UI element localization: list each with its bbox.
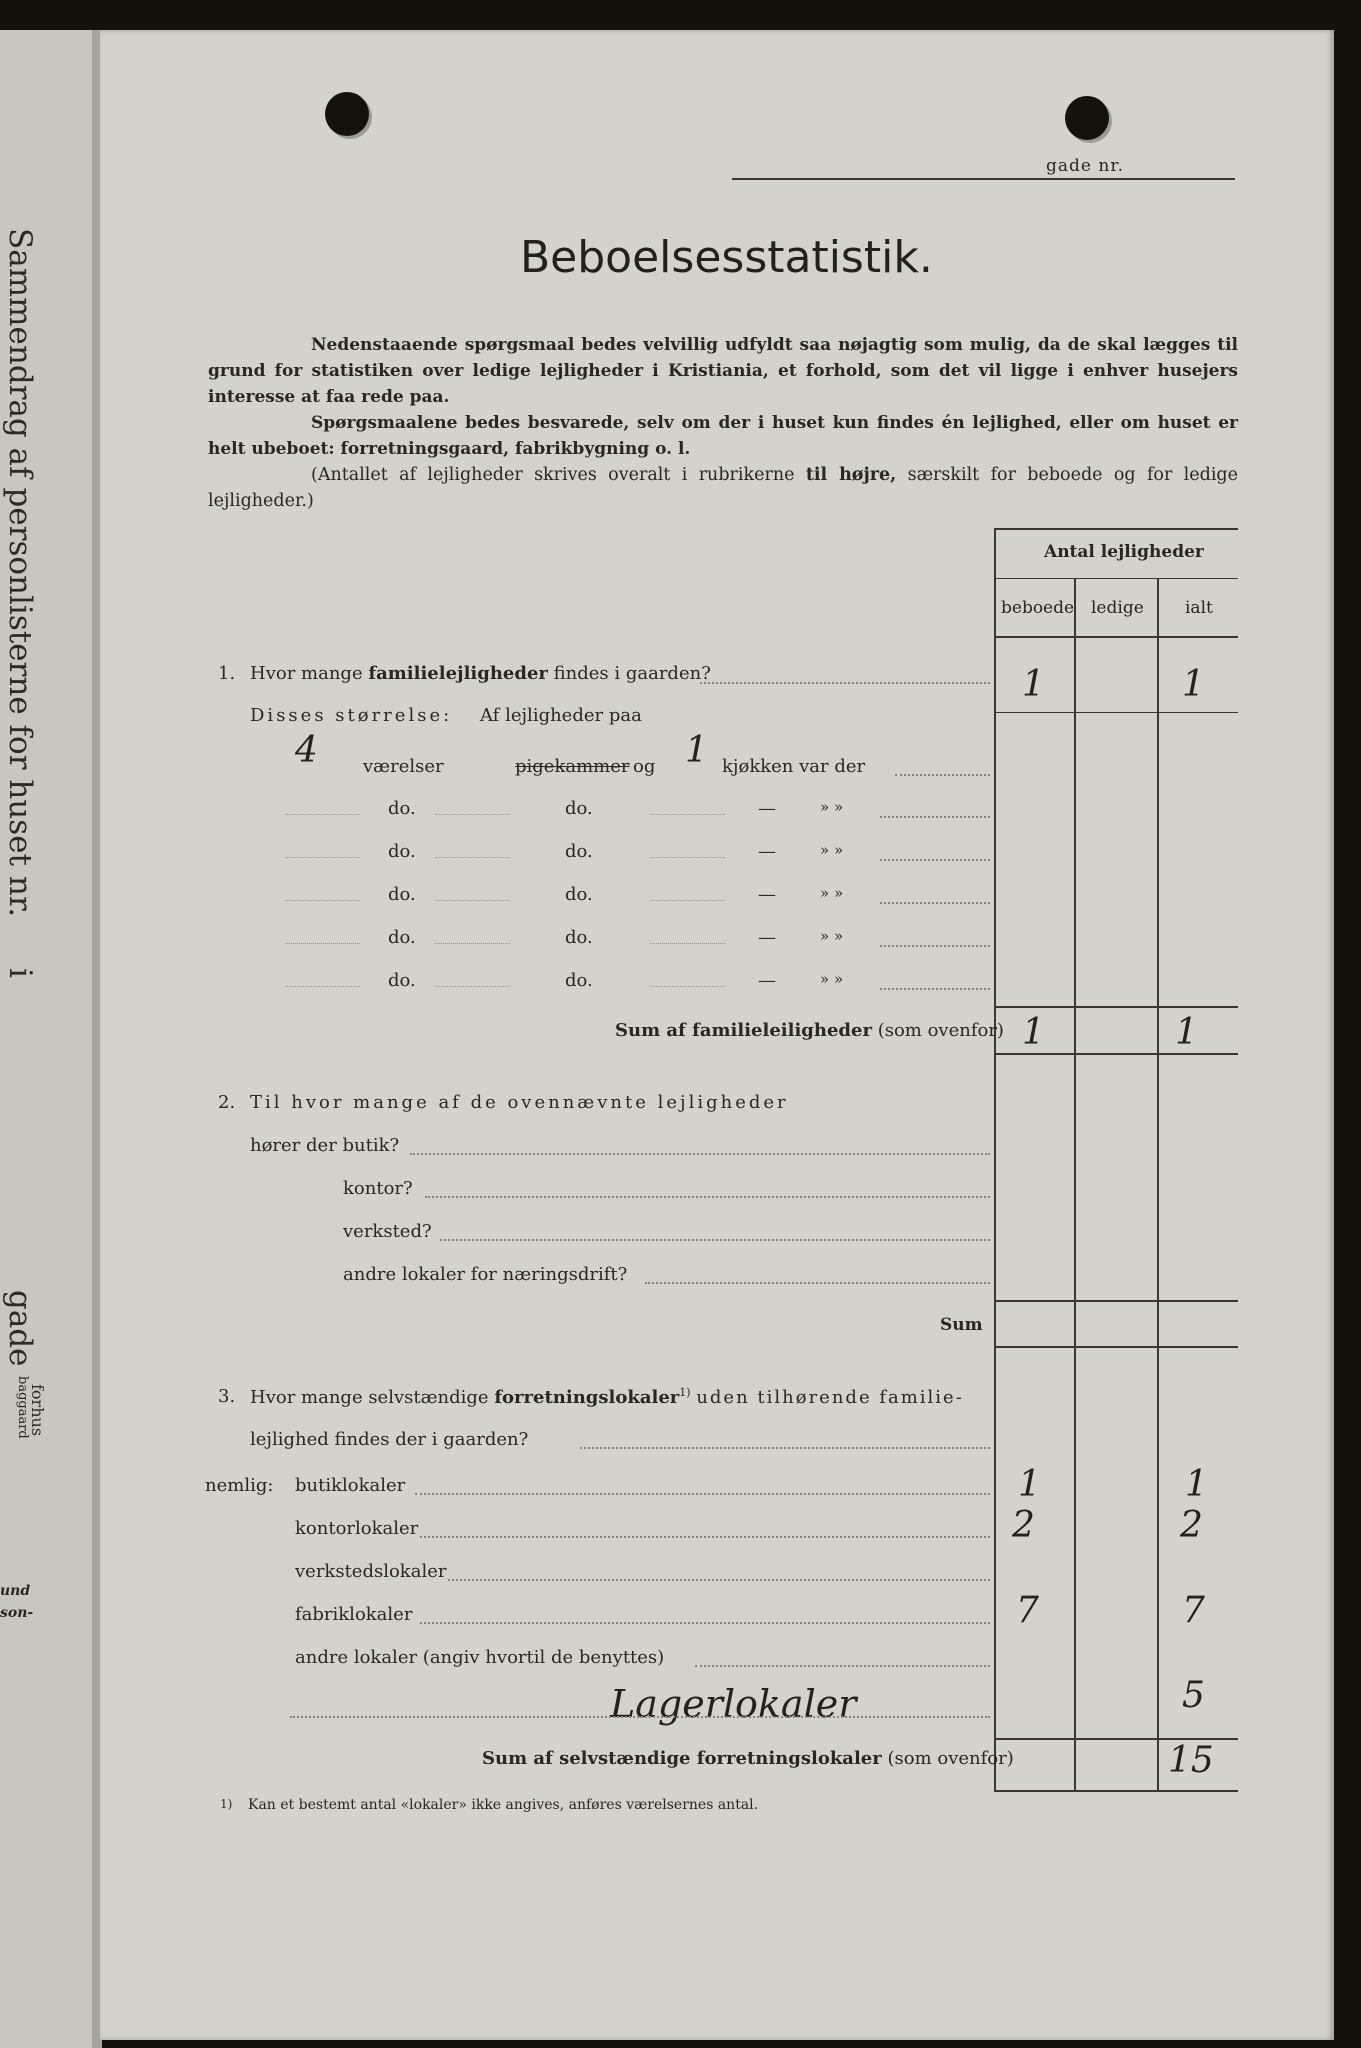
ditto-4: » » [820, 927, 844, 945]
dots [880, 945, 990, 947]
q1-sum-bottom-line [994, 1053, 1238, 1055]
ditto-2: » » [820, 841, 844, 859]
col-header-ialt: ialt [1185, 598, 1213, 618]
hw-q3-kontor-beboede: 2 [1012, 1505, 1035, 1546]
gade-nr-line [732, 178, 1235, 180]
hw-q3-sum-ialt: 15 [1168, 1740, 1214, 1781]
q3-question-line2: lejlighed findes der i gaarden? [250, 1429, 529, 1450]
col-header-beboede: beboede [1001, 598, 1075, 618]
ditto-3: » » [820, 884, 844, 902]
dash-4: — [758, 927, 776, 948]
hw-q3-fabrik-beboede: 7 [1016, 1590, 1039, 1631]
dots [580, 1447, 990, 1449]
intro-paragraph-3: (Antallet af lejligheder skrives overalt i rubrikerne til højre, særskilt for beboede og for ledige lejligheder.) [208, 465, 1238, 511]
dotline [435, 857, 510, 858]
size-row-1-dots [895, 774, 990, 776]
q2-verksted: verksted? [343, 1221, 432, 1242]
dash-5: — [758, 970, 776, 991]
q2-number: 2. [218, 1092, 236, 1113]
group-header-line [994, 578, 1238, 579]
dots [645, 1282, 990, 1284]
do-1a: do. [388, 798, 416, 819]
ditto-1: » » [820, 798, 844, 816]
q3-sum-label: Sum af selvstændige forretningslokaler (som ovenfor) [482, 1748, 1014, 1769]
do-5b: do. [565, 970, 593, 991]
dots [425, 1196, 990, 1198]
do-4b: do. [565, 927, 593, 948]
side-gade: gade [2, 1290, 38, 1367]
hw-q3-lager-ialt: 5 [1182, 1675, 1205, 1716]
kjokken-label: kjøkken var der [722, 756, 866, 777]
hw-kitchen: 1 [685, 730, 708, 771]
dotline [650, 857, 725, 858]
do-2b: do. [565, 841, 593, 862]
hw-q1-sum-ialt: 1 [1175, 1012, 1198, 1053]
pigekammer-label: pigekammer [515, 756, 630, 777]
col-header-ledige: ledige [1091, 598, 1144, 618]
do-1b: do. [565, 798, 593, 819]
punch-hole-left [325, 92, 369, 136]
q1-sum-top-line [994, 1006, 1238, 1008]
q1-question: Hvor mange familielejligheder findes i gaarden? [250, 663, 711, 684]
dotline [650, 986, 725, 987]
q2-sum-bottom-line [994, 1346, 1238, 1348]
dots [290, 1716, 990, 1718]
col-line-beboede-ledige [1074, 578, 1076, 1790]
punch-hole-right [1065, 96, 1109, 140]
dots [415, 1493, 990, 1495]
hw-q3-fabrik-ialt: 7 [1182, 1590, 1205, 1631]
q3-fabrik: fabriklokaler [295, 1604, 413, 1625]
q3-number: 3. [218, 1386, 236, 1407]
dotline [650, 943, 725, 944]
hw-q3-kontor-ialt: 2 [1180, 1505, 1203, 1546]
hw-q3-butik-ialt: 1 [1185, 1464, 1208, 1505]
q2-sum-label: Sum [940, 1315, 983, 1335]
dotline [285, 814, 360, 815]
dots [410, 1153, 990, 1155]
q2-kontor: kontor? [343, 1178, 413, 1199]
dotline [285, 857, 360, 858]
table-group-header: Antal lejligheder [1044, 542, 1204, 562]
side-son: son- [0, 1605, 34, 1621]
col-line-ledige-ialt [1157, 578, 1159, 1790]
side-und: und [0, 1583, 31, 1599]
hw-q1-ialt: 1 [1182, 664, 1205, 705]
q3-butik: butiklokaler [295, 1475, 406, 1496]
q1-number: 1. [218, 663, 236, 684]
dash-2: — [758, 841, 776, 862]
table-top-line [994, 528, 1238, 530]
dots [880, 988, 990, 990]
side-forhus: forhus [28, 1384, 47, 1437]
do-5a: do. [388, 970, 416, 991]
q1-row-line [994, 712, 1238, 713]
q3-question: Hvor mange selvstændige forretningslokaler$^{1)}$ uden tilhørende familie- [250, 1386, 964, 1408]
q3-kontor: kontorlokaler [295, 1518, 419, 1539]
ditto-5: » » [820, 970, 844, 988]
gade-nr-label: gade nr. [1046, 156, 1124, 176]
intro-paragraph-1: Nedenstaaende spørgsmaal bedes velvillig udfyldt saa nøjagtig som mulig, da de skal lægges til grund for statistiken over ledige lejligheder i Kristiania, et forhold, som det vil ligge i enhver husejers interesse at faa rede paa. [208, 335, 1238, 407]
q1-size-rest: Af lejligheder paa [480, 705, 642, 726]
do-3b: do. [565, 884, 593, 905]
do-3a: do. [388, 884, 416, 905]
q2-sum-top-line [994, 1300, 1238, 1302]
dots [448, 1579, 990, 1581]
q2-question: Til hvor mange af de ovennævnte lejligheder [250, 1092, 789, 1113]
hw-q3-butik-beboede: 1 [1018, 1464, 1041, 1505]
q3-sum-bottom-line [994, 1790, 1238, 1792]
dotline [650, 900, 725, 901]
q1-size-label: Disses størrelse: [250, 705, 453, 726]
side-title: Sammendrag af personlisterne for huset nr. [2, 228, 38, 918]
footnote-text: Kan et bestemt antal «lokaler» ikke angives, anføres værelsernes antal. [248, 1797, 759, 1813]
hw-q1-sum-beboede: 1 [1022, 1012, 1045, 1053]
q3-verksted: verkstedslokaler [295, 1561, 447, 1582]
vaerelser-label: værelser [363, 756, 444, 777]
header-bottom-line [994, 636, 1238, 638]
dotline [435, 986, 510, 987]
dots [880, 902, 990, 904]
page-title: Beboelsesstatistik. [520, 232, 933, 283]
dash-3: — [758, 884, 776, 905]
dots [880, 816, 990, 818]
og-label: og [633, 756, 656, 777]
side-baggaard: baggaard [15, 1376, 30, 1439]
hw-q1-beboede: 1 [1022, 664, 1045, 705]
dots [420, 1622, 990, 1624]
dotline [285, 900, 360, 901]
q1-sum-label: Sum af familieleiligheder (som ovenfor) [615, 1020, 1004, 1041]
q2-andre: andre lokaler for næringsdrift? [343, 1264, 628, 1285]
hw-rooms: 4 [295, 730, 318, 771]
dots [420, 1536, 990, 1538]
dots [695, 1665, 990, 1667]
dotline [435, 900, 510, 901]
dots [440, 1239, 990, 1241]
do-2a: do. [388, 841, 416, 862]
col-line-left [994, 528, 996, 1790]
q2-butik: hører der butik? [250, 1135, 400, 1156]
dotline [435, 943, 510, 944]
q3-nemlig: nemlig: [205, 1475, 274, 1496]
q3-andre: andre lokaler (angiv hvortil de benyttes) [295, 1647, 665, 1668]
dotline [435, 814, 510, 815]
dotline [285, 943, 360, 944]
q1-dots [700, 682, 990, 684]
footnote-mark: 1) [220, 1797, 233, 1811]
dotline [285, 986, 360, 987]
dots [880, 859, 990, 861]
hw-lagerlokaler: Lagerlokaler [610, 1682, 857, 1726]
do-4a: do. [388, 927, 416, 948]
dash-1: — [758, 798, 776, 819]
dotline [650, 814, 725, 815]
side-i: i [2, 968, 38, 978]
intro-paragraph-2: Spørgsmaalene bedes besvarede, selv om der i huset kun findes én lejlighed, eller om huset er helt ubeboet: forretningsgaard, fabrikbygning o. l. [208, 413, 1238, 459]
